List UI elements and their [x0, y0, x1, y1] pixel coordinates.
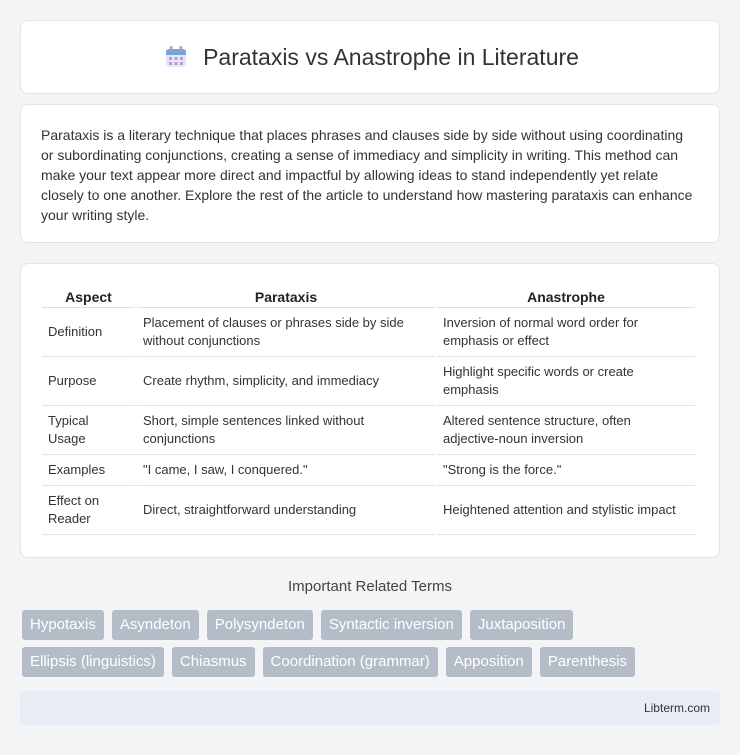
comparison-card	[20, 263, 720, 558]
related-tag[interactable]: Syntactic inversion	[321, 610, 462, 640]
cell-parataxis: Direct, straightforward understanding	[137, 486, 435, 535]
cell-aspect: Typical Usage	[42, 406, 135, 455]
related-terms-list	[22, 610, 722, 677]
page-title: Parataxis vs Anastrophe in Literature	[203, 43, 579, 70]
cell-aspect: Examples	[42, 455, 135, 486]
related-tag[interactable]: Apposition	[446, 647, 532, 677]
calendar-icon	[161, 42, 191, 72]
related-tag[interactable]: Parenthesis	[540, 647, 635, 677]
cell-anastrophe: Inversion of normal word order for emphasis or effect	[437, 308, 695, 357]
cell-anastrophe: "Strong is the force."	[437, 455, 695, 486]
header-card	[20, 20, 720, 94]
table-row	[42, 455, 695, 486]
cell-anastrophe: Altered sentence structure, often adjective-noun inversion	[437, 406, 695, 455]
related-tag[interactable]: Asyndeton	[112, 610, 199, 640]
footer	[20, 691, 720, 725]
table-row	[42, 357, 695, 406]
related-tag[interactable]: Juxtaposition	[470, 610, 574, 640]
related-tag[interactable]: Polysyndeton	[207, 610, 313, 640]
intro-card	[20, 104, 720, 243]
header-parataxis: Parataxis	[137, 286, 435, 308]
cell-parataxis: Create rhythm, simplicity, and immediacy	[137, 357, 435, 406]
related-tag[interactable]: Hypotaxis	[22, 610, 104, 640]
cell-anastrophe: Heightened attention and stylistic impact	[437, 486, 695, 535]
cell-aspect: Purpose	[42, 357, 135, 406]
intro-text: Parataxis is a literary technique that places phrases and clauses side by side without using coordinating or subordinating conjunctions, creating a sense of immediacy and simplicity in writing. This method can make your text appear more direct and impactful by allowing ideas to stand independently yet relate closely to one another. Explore the rest of the article to understand how mastering parataxis can enhance your writing style.	[41, 127, 693, 223]
table-row	[42, 308, 695, 357]
related-tag[interactable]: Ellipsis (linguistics)	[22, 647, 164, 677]
footer-site-link[interactable]: Libterm.com	[643, 701, 710, 715]
cell-aspect: Definition	[42, 308, 135, 357]
header-anastrophe: Anastrophe	[437, 286, 695, 308]
table-row	[42, 486, 695, 535]
comparison-table	[40, 286, 697, 535]
table-header-row	[42, 286, 695, 308]
cell-parataxis: Short, simple sentences linked without conjunctions	[137, 406, 435, 455]
related-tag[interactable]: Coordination (grammar)	[263, 647, 438, 677]
cell-parataxis: Placement of clauses or phrases side by side without conjunctions	[137, 308, 435, 357]
cell-parataxis: "I came, I saw, I conquered."	[137, 455, 435, 486]
table-row	[42, 406, 695, 455]
cell-anastrophe: Highlight specific words or create emphasis	[437, 357, 695, 406]
related-tag[interactable]: Chiasmus	[172, 647, 255, 677]
cell-aspect: Effect on Reader	[42, 486, 135, 535]
header-aspect: Aspect	[42, 286, 135, 308]
related-terms-title: Important Related Terms	[288, 578, 452, 595]
